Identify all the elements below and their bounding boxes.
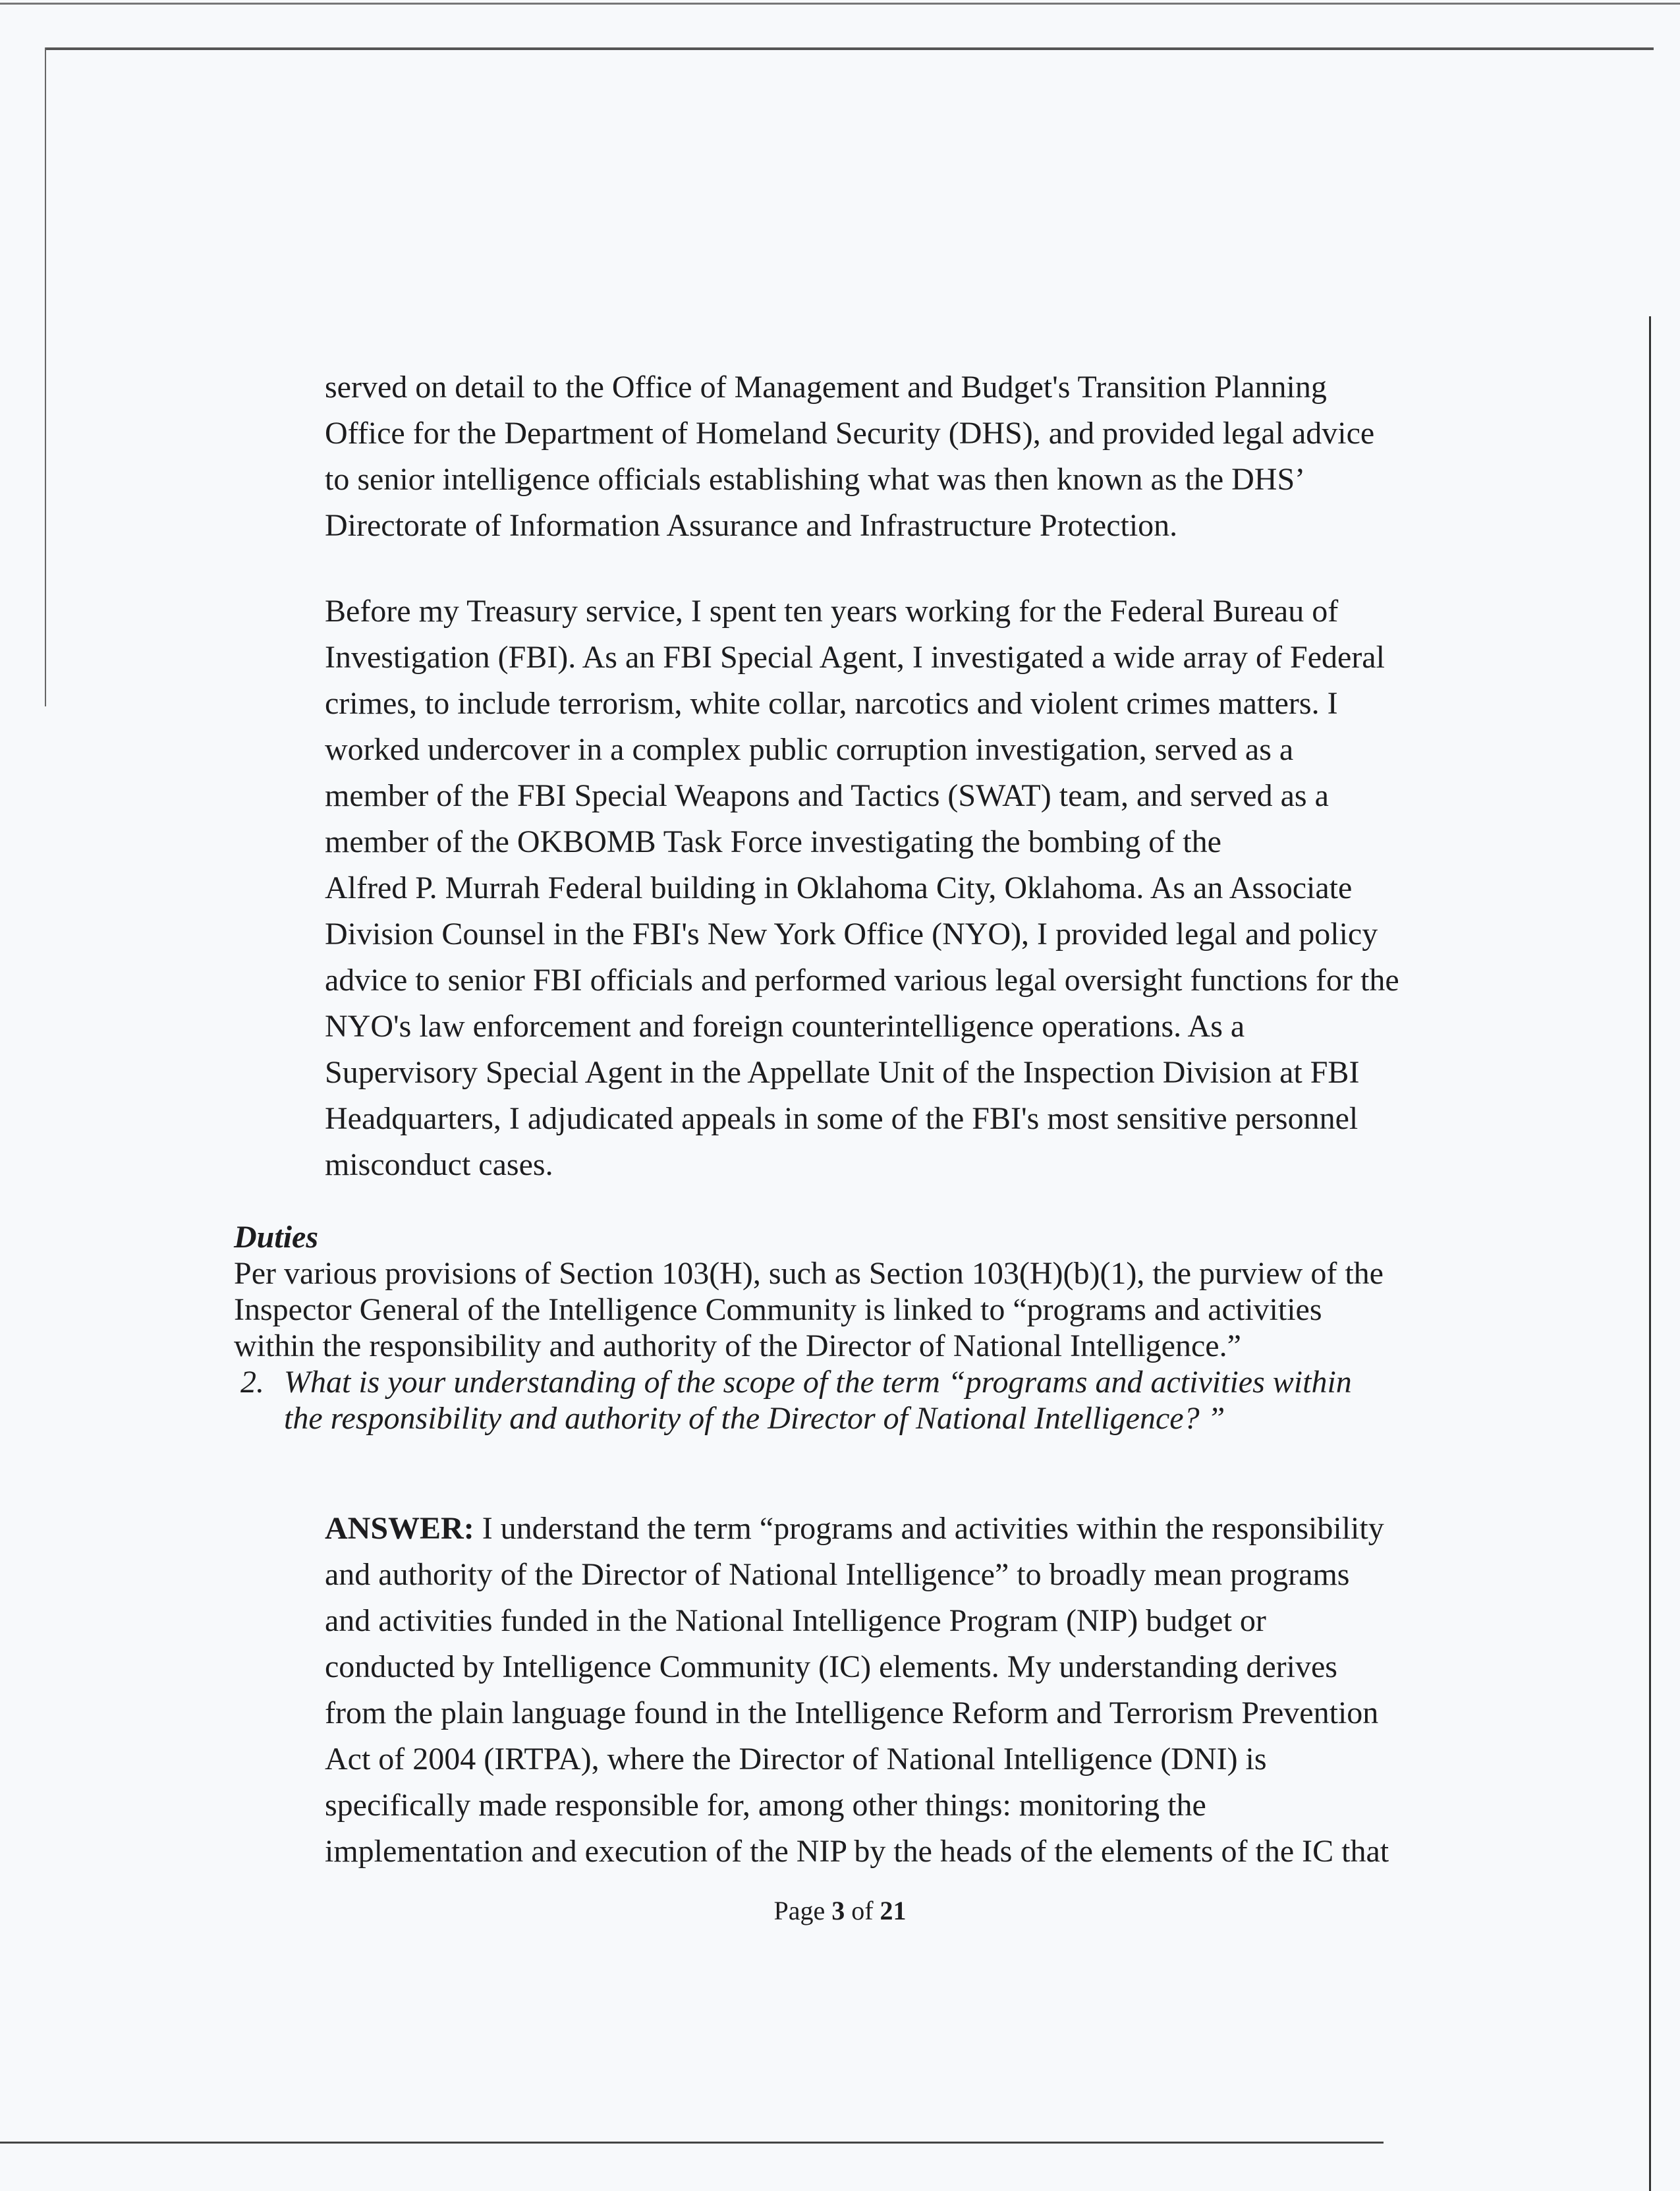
answer-label: ANSWER: bbox=[325, 1511, 474, 1546]
text-line: to senior intelligence officials establishing what was then known as the DHS’ bbox=[325, 462, 1306, 497]
paragraph-transition-planning bbox=[325, 364, 1374, 549]
text-line: member of the FBI Special Weapons and Tactics (SWAT) team, and served as a bbox=[325, 778, 1329, 813]
frame-bottom-line bbox=[0, 2142, 1384, 2144]
text-line: Office for the Department of Homeland Security (DHS), and provided legal advice bbox=[325, 416, 1375, 451]
duties-section bbox=[234, 1219, 1384, 1437]
frame-top-line bbox=[46, 47, 1654, 50]
text-line: served on detail to the Office of Management and Budget's Transition Planning bbox=[325, 370, 1327, 405]
question-line: the responsibility and authority of the Director of National Intelligence? ” bbox=[284, 1401, 1225, 1436]
text-line: Division Counsel in the FBI's New York Office (NYO), I provided legal and policy bbox=[325, 917, 1378, 952]
text-line: conducted by Intelligence Community (IC) elements. My understanding derives bbox=[325, 1649, 1337, 1684]
text-line: Before my Treasury service, I spent ten years working for the Federal Bureau of bbox=[325, 594, 1339, 629]
text-line: misconduct cases. bbox=[325, 1147, 553, 1182]
duties-intro-line: within the responsibility and authority of the Director of National Intelligence.” bbox=[234, 1328, 1241, 1363]
text-line: and activities funded in the National Intelligence Program (NIP) budget or bbox=[325, 1603, 1266, 1638]
text-line: crimes, to include terrorism, white collar, narcotics and violent crimes matters. I bbox=[325, 686, 1338, 721]
of-word: of bbox=[851, 1896, 874, 1925]
question-line: What is your understanding of the scope of the term “programs and activities within bbox=[284, 1365, 1352, 1400]
question-number: 2. bbox=[240, 1365, 264, 1400]
answer-first-line bbox=[325, 1506, 1389, 1552]
duties-intro-line: Inspector General of the Intelligence Community is linked to “programs and activities bbox=[234, 1292, 1322, 1327]
page-word: Page bbox=[773, 1896, 826, 1925]
text-line: Alfred P. Murrah Federal building in Oklahoma City, Oklahoma. As an Associate bbox=[325, 870, 1353, 905]
text-line: and authority of the Director of National Intelligence” to broadly mean programs bbox=[325, 1557, 1350, 1592]
text-line: NYO's law enforcement and foreign counterintelligence operations. As a bbox=[325, 1009, 1245, 1044]
page-footer bbox=[0, 1895, 1680, 1926]
text-line: worked undercover in a complex public corruption investigation, served as a bbox=[325, 732, 1294, 767]
text-line: I understand the term “programs and activities within the responsibility bbox=[474, 1511, 1384, 1546]
total-pages: 21 bbox=[880, 1896, 907, 1925]
paragraph-fbi-service bbox=[325, 588, 1399, 1188]
text-line: Headquarters, I adjudicated appeals in some of the FBI's most sensitive personnel bbox=[325, 1101, 1358, 1136]
text-line: from the plain language found in the Intelligence Reform and Terrorism Prevention bbox=[325, 1695, 1379, 1730]
text-line: Act of 2004 (IRTPA), where the Director of National Intelligence (DNI) is bbox=[325, 1742, 1267, 1777]
page-number: 3 bbox=[831, 1896, 845, 1925]
text-line: advice to senior FBI officials and performed various legal oversight functions for the bbox=[325, 963, 1399, 998]
duties-intro-line: Per various provisions of Section 103(H), such as Section 103(H)(b)(1), the purview of the bbox=[234, 1256, 1384, 1291]
scan-top-edge bbox=[0, 3, 1680, 5]
text-line: Investigation (FBI). As an FBI Special Agent, I investigated a wide array of Federal bbox=[325, 640, 1385, 675]
text-line: member of the OKBOMB Task Force investigating the bombing of the bbox=[325, 824, 1221, 859]
text-line: Directorate of Information Assurance and Infrastructure Protection. bbox=[325, 508, 1178, 543]
text-line: specifically made responsible for, among other things: monitoring the bbox=[325, 1788, 1206, 1823]
text-line: implementation and execution of the NIP by the heads of the elements of the IC that bbox=[325, 1834, 1389, 1869]
answer-paragraph bbox=[325, 1506, 1389, 1875]
question-2 bbox=[234, 1364, 1384, 1437]
duties-heading: Duties bbox=[234, 1220, 319, 1255]
text-line: Supervisory Special Agent in the Appellate Unit of the Inspection Division at FBI bbox=[325, 1055, 1360, 1090]
frame-left-line bbox=[45, 47, 46, 706]
